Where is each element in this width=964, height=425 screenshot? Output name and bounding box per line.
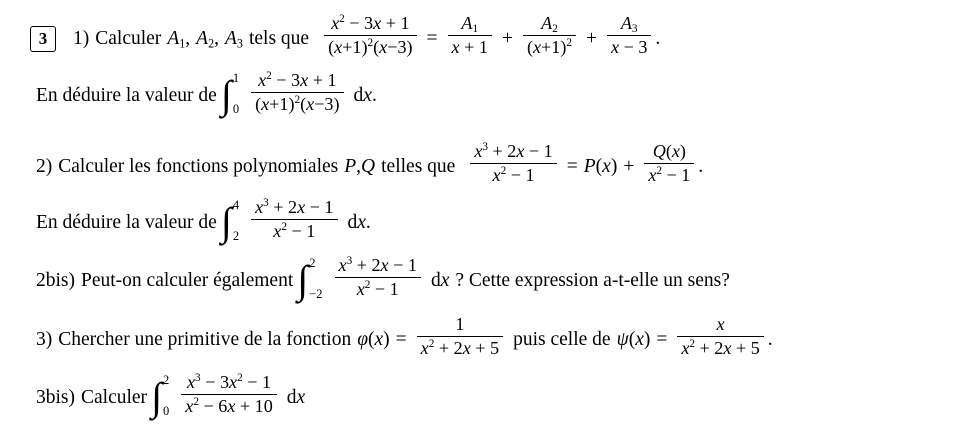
item-2-label: 2) (36, 155, 53, 177)
function-phi: φ(x) (357, 328, 390, 350)
period-5: . (767, 328, 773, 350)
var-a2: $A_2$ (196, 27, 215, 50)
fraction-numerator: $x^2 - 3x + 1$ (331, 13, 410, 34)
period-3: . (698, 155, 704, 177)
var-q: Q (361, 155, 376, 177)
item-1-telsque: tels que (248, 27, 310, 49)
comma-1: , (185, 27, 191, 49)
fraction-a3-term: $\frac{A_3}{x - 3}$ (607, 13, 651, 58)
item-3-label: 3) (36, 328, 53, 350)
plus-3: + (623, 155, 635, 177)
fraction-lhs-1 (324, 13, 416, 58)
fraction-lhs-2: $\frac{x^3 + 2x - 1}{x^2 - 1}$ (470, 141, 556, 186)
fraction-integrand-2bis: $\frac{x^3 + 2x - 1}{x^2 - 1}$ (335, 255, 421, 300)
item-2bis-text: Peut-on calculer également (81, 269, 294, 291)
period-2: . (371, 84, 377, 106)
differential-1: dx (353, 84, 372, 106)
item-3bis-label: 3bis) (36, 386, 75, 408)
item-2bis-label: 2bis) (36, 269, 75, 291)
fraction-integrand-3bis: $\frac{x^3 - 3x^2 - 1}{x^2 - 6x + 10}$ (181, 372, 277, 417)
fraction-psi: $\frac{x}{x^2 + 2x + 5}$ (677, 314, 763, 359)
integral-2-4: ∫ 4 2 (220, 198, 240, 245)
exercise-line-2 (36, 141, 704, 189)
item-3bis-text: Calculer (81, 386, 148, 408)
exercise-line-2bis (36, 255, 730, 303)
differential-4: dx (286, 386, 306, 408)
var-p: P (344, 155, 357, 177)
differential-2: dx (347, 211, 366, 233)
var-a1: $A_1$ (167, 27, 186, 50)
equals-3: = (395, 328, 407, 350)
exercise-line-1-followup (36, 70, 377, 118)
equals-2: = (566, 155, 578, 177)
item-2-telles: telles que (381, 155, 456, 177)
exercise-line-3 (36, 314, 773, 362)
exercise-line-2-followup (36, 197, 371, 245)
fraction-denominator: $(x+1)^2(x-3)$ (328, 37, 413, 58)
differential-3: dx (430, 269, 450, 291)
item-2-text: Calculer les fonctions polynomiales (58, 155, 339, 177)
exercise-line-1 (30, 13, 661, 61)
item-2bis-tail: ? Cette expression a-t-elle un sens? (455, 269, 730, 291)
comma-2: , (214, 27, 219, 49)
period-1: . (655, 27, 661, 49)
fraction-q-term: $\frac{Q(x)}{x^2 - 1}$ (644, 141, 694, 186)
period-4: . (365, 211, 371, 233)
item-3-puis: puis celle de (513, 328, 611, 350)
item-3-text: Chercher une primitive de la fonction (58, 328, 352, 350)
item-1-label: 1) (73, 27, 90, 49)
var-a3: $A_3$ (225, 27, 243, 50)
plus-1: + (501, 27, 513, 49)
comma-3: , (356, 155, 362, 177)
fraction-integrand-1: $\frac{x^2 - 3x + 1}{(x+1)^2(x-3)}$ (251, 70, 343, 115)
fraction-phi: $\frac{1}{x^2 + 2x + 5}$ (417, 314, 503, 359)
function-psi: ψ(x) (616, 328, 651, 350)
integral-minus2-2: ∫ 2 −2 (297, 256, 323, 303)
integral-0-2: ∫ 2 0 (151, 373, 170, 420)
exercise-line-3bis (36, 372, 306, 420)
integral-0-1: ∫ 1 0 (220, 71, 240, 118)
fraction-a2-term: $\frac{A_2}{(x+1)^2}$ (523, 13, 576, 58)
poly-p-of-x: P(x) (583, 155, 618, 177)
exercise-number-badge: 3 (30, 26, 56, 52)
fraction-integrand-2: $\frac{x^3 + 2x - 1}{x^2 - 1}$ (251, 197, 337, 242)
deduire-text-2: En déduire la valeur de (36, 211, 217, 233)
equals-4: = (656, 328, 668, 350)
item-1-verb: Calculer (95, 27, 162, 49)
fraction-a1-term: $\frac{A_1}{x + 1}$ (448, 13, 492, 58)
equals-1: = (426, 27, 438, 49)
deduire-text-1: En déduire la valeur de (36, 84, 217, 106)
plus-2: + (586, 27, 597, 49)
